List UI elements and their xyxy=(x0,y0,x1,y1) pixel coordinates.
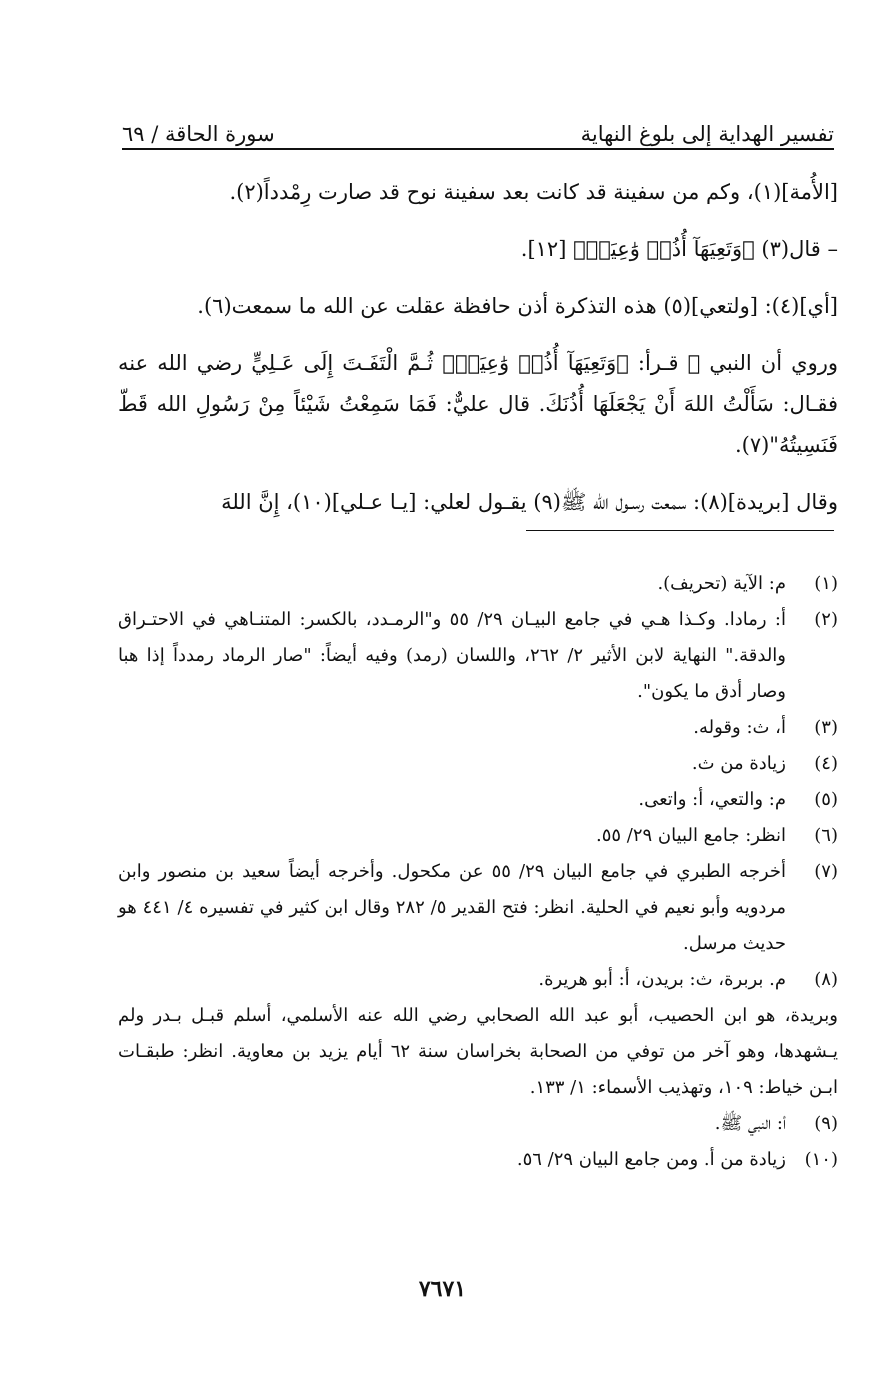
footnote-number: (١٠) xyxy=(804,1149,838,1170)
page-number: ٧٦٧١ xyxy=(418,1276,467,1302)
footnote-number: (١) xyxy=(814,573,838,594)
footnote-continuation: وبريدة، هو ابن الحصيب، أبو عبد الله الصحابي رضي الله عنه الأسلمي، أسلم قبـل بـدر ولم يـشهدها، وهو آخر من توفي من الصحابة بخراسان سنة ٦٢ أيام يزيد بن معاوية. انظر: طبقـات ابـن خياط: ١٠٩، وتهذيب الأسماء: ١/ ١٣٣. xyxy=(118,1005,838,1098)
paragraph: [أي](٤): [ولتعي](٥) هذه التذكرة أذن حافظة عقلت عن الله ما سمعت(٦). xyxy=(197,294,838,318)
footnote-number: (٤) xyxy=(814,753,838,774)
footnote xyxy=(118,710,838,746)
book-title: تفسير الهداية إلى بلوغ النهاية xyxy=(580,122,834,146)
footnote-number: (٥) xyxy=(814,789,838,810)
footnote-text: م: والتعي، أ: واتعى. xyxy=(638,789,786,810)
footnote-text: زيادة من أ. ومن جامع البيان ٢٩/ ٥٦. xyxy=(516,1149,786,1170)
footnote xyxy=(118,566,838,602)
footnote xyxy=(118,818,838,854)
footnote-text: م: الآية (تحريف). xyxy=(657,573,786,594)
footnote xyxy=(118,1142,838,1178)
footnote-text: أ: رمادا. وكـذا هـي في جامع البيـان ٢٩/ ٥٥ و"الرمـدد، بالكسر: المتنـاهي في الاحتـراق والدقة." النهاية لابن الأثير ٢/ ٢٦٢، واللسان (رمد) وفيه أيضاً: "صار الرماد رمدداً إذا هبا وصار أدق ما يكون". xyxy=(118,609,786,702)
footnote xyxy=(118,1106,838,1142)
footnote-number: (٨) xyxy=(814,969,838,990)
footnote-text: أ، ث: وقوله. xyxy=(693,717,786,738)
footnote-rule xyxy=(526,530,834,531)
footnote-text: زيادة من ث. xyxy=(691,753,786,774)
paragraph: وروي أن النبي ﷺ قـرأ: ﴿وَتَعِيَهَآ أُذُنٞ وَٰعِيَةٞ﴾ ثُـمَّ الْتَفَـتَ إِلَى عَـلِيٍّ رضي الله عنه فقـال: سَأَلْتُ اللهَ أَنْ يَجْعَلَهَا أُذُنَكَ. قال عليٌّ: فَمَا سَمِعْتُ شَيْئاً مِنْ رَسُولِ الله قَطّ فَنَسِيتُهُ"(٧). xyxy=(118,351,838,457)
footnotes xyxy=(118,566,838,1178)
footnote-number: (٢) xyxy=(814,609,838,630)
main-text xyxy=(118,172,838,539)
footnote-text: أخرجه الطبري في جامع البيان ٢٩/ ٥٥ عن مكحول. وأخرجه أيضاً سعيد بن منصور وابن مردويه وأبو نعيم في الحلية. انظر: فتح القدير ٥/ ٢٨٢ وقال ابن كثير في تفسيره ٤/ ٤٤١ هو حديث مرسل. xyxy=(118,861,786,954)
footnote xyxy=(118,602,838,710)
running-header xyxy=(122,106,834,146)
footnote-number: (٣) xyxy=(814,717,838,738)
footnote xyxy=(118,782,838,818)
footnote xyxy=(118,746,838,782)
footnote xyxy=(118,962,838,998)
footnote-text: انظر: جامع البيان ٢٩/ ٥٥. xyxy=(595,825,786,846)
paragraph: وقال [بريدة](٨): سمعت رسـول الله ﷺ(٩) يقـول لعلي: [يـا عـلي](١٠)، إِنَّ اللهَ xyxy=(221,490,838,514)
paragraph: – قال(٣) ﴿وَتَعِيَهَآ أُذُنٞ وَٰعِيَةٞ﴾ [١٢]. xyxy=(520,237,838,261)
footnote-text: أ: النبي ﷺ. xyxy=(714,1113,786,1134)
header-rule xyxy=(122,148,834,150)
footnote-text: م. بربرة، ث: بريدن، أ: أبو هريرة. xyxy=(538,969,786,990)
footnote-number: (٩) xyxy=(814,1113,838,1134)
footnote xyxy=(118,854,838,962)
footnote-number: (٦) xyxy=(814,825,838,846)
surah-label: سورة الحاقة / ٦٩ xyxy=(122,122,275,146)
footnote-number: (٧) xyxy=(814,861,838,882)
paragraph: [الأُمة](١)، وكم من سفينة قد كانت بعد سفينة نوح قد صارت رِمْدداً(٢). xyxy=(229,180,838,204)
